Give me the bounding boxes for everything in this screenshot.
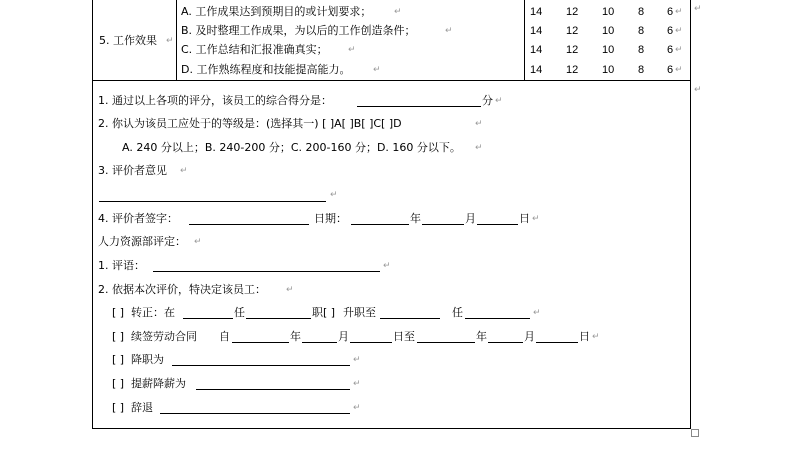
- score-12: 12: [566, 44, 579, 56]
- promote-ren-label: 任: [452, 306, 463, 319]
- renew-label: 续签劳动合同: [131, 330, 197, 343]
- criterion-text: B. 及时整理工作成果，为以后的工作创造条件；: [181, 24, 416, 37]
- hr-decision-label: 2. 依据本次评价，特决定该员工：: [98, 283, 266, 296]
- paragraph-mark-icon: ↵: [194, 237, 202, 247]
- dismiss-label: 辞退: [131, 401, 153, 414]
- paragraph-mark-icon: ↵: [330, 190, 338, 200]
- paragraph-mark-icon: ↵: [475, 143, 483, 153]
- paragraph-mark-icon: ↵: [383, 261, 391, 271]
- paragraph-mark-icon: ↵: [445, 26, 453, 36]
- renew-year-label: 年: [290, 330, 301, 343]
- criterion-text: D. 工作熟练程度和技能提高能力。: [181, 63, 351, 76]
- renew-start-year-field[interactable]: [232, 331, 289, 343]
- promote-position-field[interactable]: [465, 307, 530, 319]
- score-6: 6: [667, 64, 674, 76]
- paragraph-mark-icon: ↵: [394, 7, 402, 17]
- score-8: 8: [638, 6, 645, 18]
- score-14: 14: [530, 64, 543, 76]
- renew-checkbox[interactable]: [ ]: [112, 330, 125, 343]
- score-8: 8: [638, 25, 645, 37]
- demote-checkbox[interactable]: [ ]: [112, 353, 125, 366]
- score-6: 6: [667, 6, 674, 18]
- score-10: 10: [602, 44, 615, 56]
- score-14: 14: [530, 6, 543, 18]
- score-12: 12: [566, 64, 579, 76]
- renew-end-month-field[interactable]: [488, 331, 523, 343]
- dismiss-field[interactable]: [160, 402, 350, 414]
- paragraph-mark-icon: ↵: [694, 85, 702, 95]
- category-label: 5. 工作效果: [99, 34, 157, 47]
- criterion-text: C. 工作总结和汇报准确真实；: [181, 43, 328, 56]
- total-score-field[interactable]: [357, 95, 481, 107]
- table-border-bottom: [92, 428, 691, 429]
- score-14: 14: [530, 44, 543, 56]
- promote-dept-field[interactable]: [380, 307, 440, 319]
- table-border-right: [690, 0, 691, 429]
- evaluator-opinion-field[interactable]: [99, 190, 326, 202]
- renew-end-day-field[interactable]: [536, 331, 578, 343]
- paragraph-mark-icon: ↵: [166, 36, 174, 46]
- score-10: 10: [602, 64, 615, 76]
- score-12: 12: [566, 25, 579, 37]
- date-month-field[interactable]: [422, 213, 464, 225]
- regularize-dept-field[interactable]: [183, 307, 233, 319]
- table-row-separator: [92, 80, 691, 81]
- date-year-field[interactable]: [351, 213, 409, 225]
- renew-start-day-field[interactable]: [350, 331, 392, 343]
- hr-comment-label: 1. 评语：: [98, 259, 145, 272]
- score-6: 6: [667, 44, 674, 56]
- paragraph-mark-icon: ↵: [353, 379, 361, 389]
- score-6: 6: [667, 25, 674, 37]
- regularize-zhi-label: 职: [312, 306, 323, 319]
- paragraph-mark-icon: ↵: [180, 166, 188, 176]
- paragraph-mark-icon: ↵: [353, 403, 361, 413]
- paragraph-mark-icon: ↵: [533, 308, 541, 318]
- paragraph-mark-icon: ↵: [475, 119, 483, 129]
- paragraph-mark-icon: ↵: [675, 26, 683, 36]
- regularize-ren-label: 任: [234, 306, 245, 319]
- demote-label: 降职为: [131, 353, 164, 366]
- demote-field[interactable]: [172, 354, 350, 366]
- year-label: 年: [410, 212, 421, 225]
- day-label: 日: [519, 212, 530, 225]
- date-day-field[interactable]: [477, 213, 518, 225]
- total-score-suffix: 分: [482, 94, 493, 107]
- score-10: 10: [602, 6, 615, 18]
- score-8: 8: [638, 44, 645, 56]
- hr-title: 人力资源部评定：: [98, 235, 186, 248]
- score-10: 10: [602, 25, 615, 37]
- paragraph-mark-icon: ↵: [353, 355, 361, 365]
- salary-checkbox[interactable]: [ ]: [112, 377, 125, 390]
- regularize-label: 转正：在: [131, 306, 175, 319]
- table-end-marker-icon: [691, 429, 699, 437]
- evaluator-signature-label: 4. 评价者签字：: [98, 212, 178, 225]
- renew-from-label: 自: [219, 330, 230, 343]
- score-12: 12: [566, 6, 579, 18]
- renew-month-label: 月: [338, 330, 349, 343]
- table-divider-label: [176, 0, 177, 81]
- month-label: 月: [465, 212, 476, 225]
- promote-checkbox[interactable]: [ ]: [323, 306, 336, 319]
- grade-question[interactable]: 2. 你认为该员工应处于的等级是：(选择其一) [ ]A[ ]B[ ]C[ ]D: [98, 117, 402, 130]
- paragraph-mark-icon: ↵: [592, 332, 600, 342]
- regularize-position-field[interactable]: [246, 307, 311, 319]
- hr-comment-field[interactable]: [153, 260, 380, 272]
- paragraph-mark-icon: ↵: [286, 285, 294, 295]
- salary-field[interactable]: [196, 378, 350, 390]
- renew-end-year-field[interactable]: [417, 331, 475, 343]
- promote-label: 升职至: [343, 306, 376, 319]
- paragraph-mark-icon: ↵: [348, 45, 356, 55]
- evaluator-signature-field[interactable]: [189, 213, 309, 225]
- paragraph-mark-icon: ↵: [495, 96, 503, 106]
- table-border-left: [92, 0, 93, 429]
- renew-day2-label: 日: [579, 330, 590, 343]
- paragraph-mark-icon: ↵: [675, 65, 683, 75]
- salary-label: 提薪降薪为: [131, 377, 186, 390]
- score-8: 8: [638, 64, 645, 76]
- regularize-checkbox[interactable]: [ ]: [112, 306, 125, 319]
- evaluator-opinion-label: 3. 评价者意见: [98, 164, 167, 177]
- date-label: 日期：: [314, 212, 347, 225]
- paragraph-mark-icon: ↵: [373, 65, 381, 75]
- renew-start-month-field[interactable]: [302, 331, 337, 343]
- total-score-label: 1. 通过以上各项的评分，该员工的综合得分是：: [98, 94, 332, 107]
- paragraph-mark-icon: ↵: [532, 214, 540, 224]
- renew-month2-label: 月: [524, 330, 535, 343]
- score-14: 14: [530, 25, 543, 37]
- table-divider-scores: [524, 0, 525, 81]
- dismiss-checkbox[interactable]: [ ]: [112, 401, 125, 414]
- paragraph-mark-icon: ↵: [694, 4, 702, 14]
- renew-year2-label: 年: [476, 330, 487, 343]
- paragraph-mark-icon: ↵: [675, 45, 683, 55]
- criterion-text: A. 工作成果达到预期目的或计划要求；: [181, 5, 372, 18]
- renew-dayto-label: 日至: [393, 330, 415, 343]
- grade-scale: A. 240 分以上；B. 240-200 分；C. 200-160 分；D. 160 分以下。: [122, 141, 461, 154]
- paragraph-mark-icon: ↵: [675, 7, 683, 17]
